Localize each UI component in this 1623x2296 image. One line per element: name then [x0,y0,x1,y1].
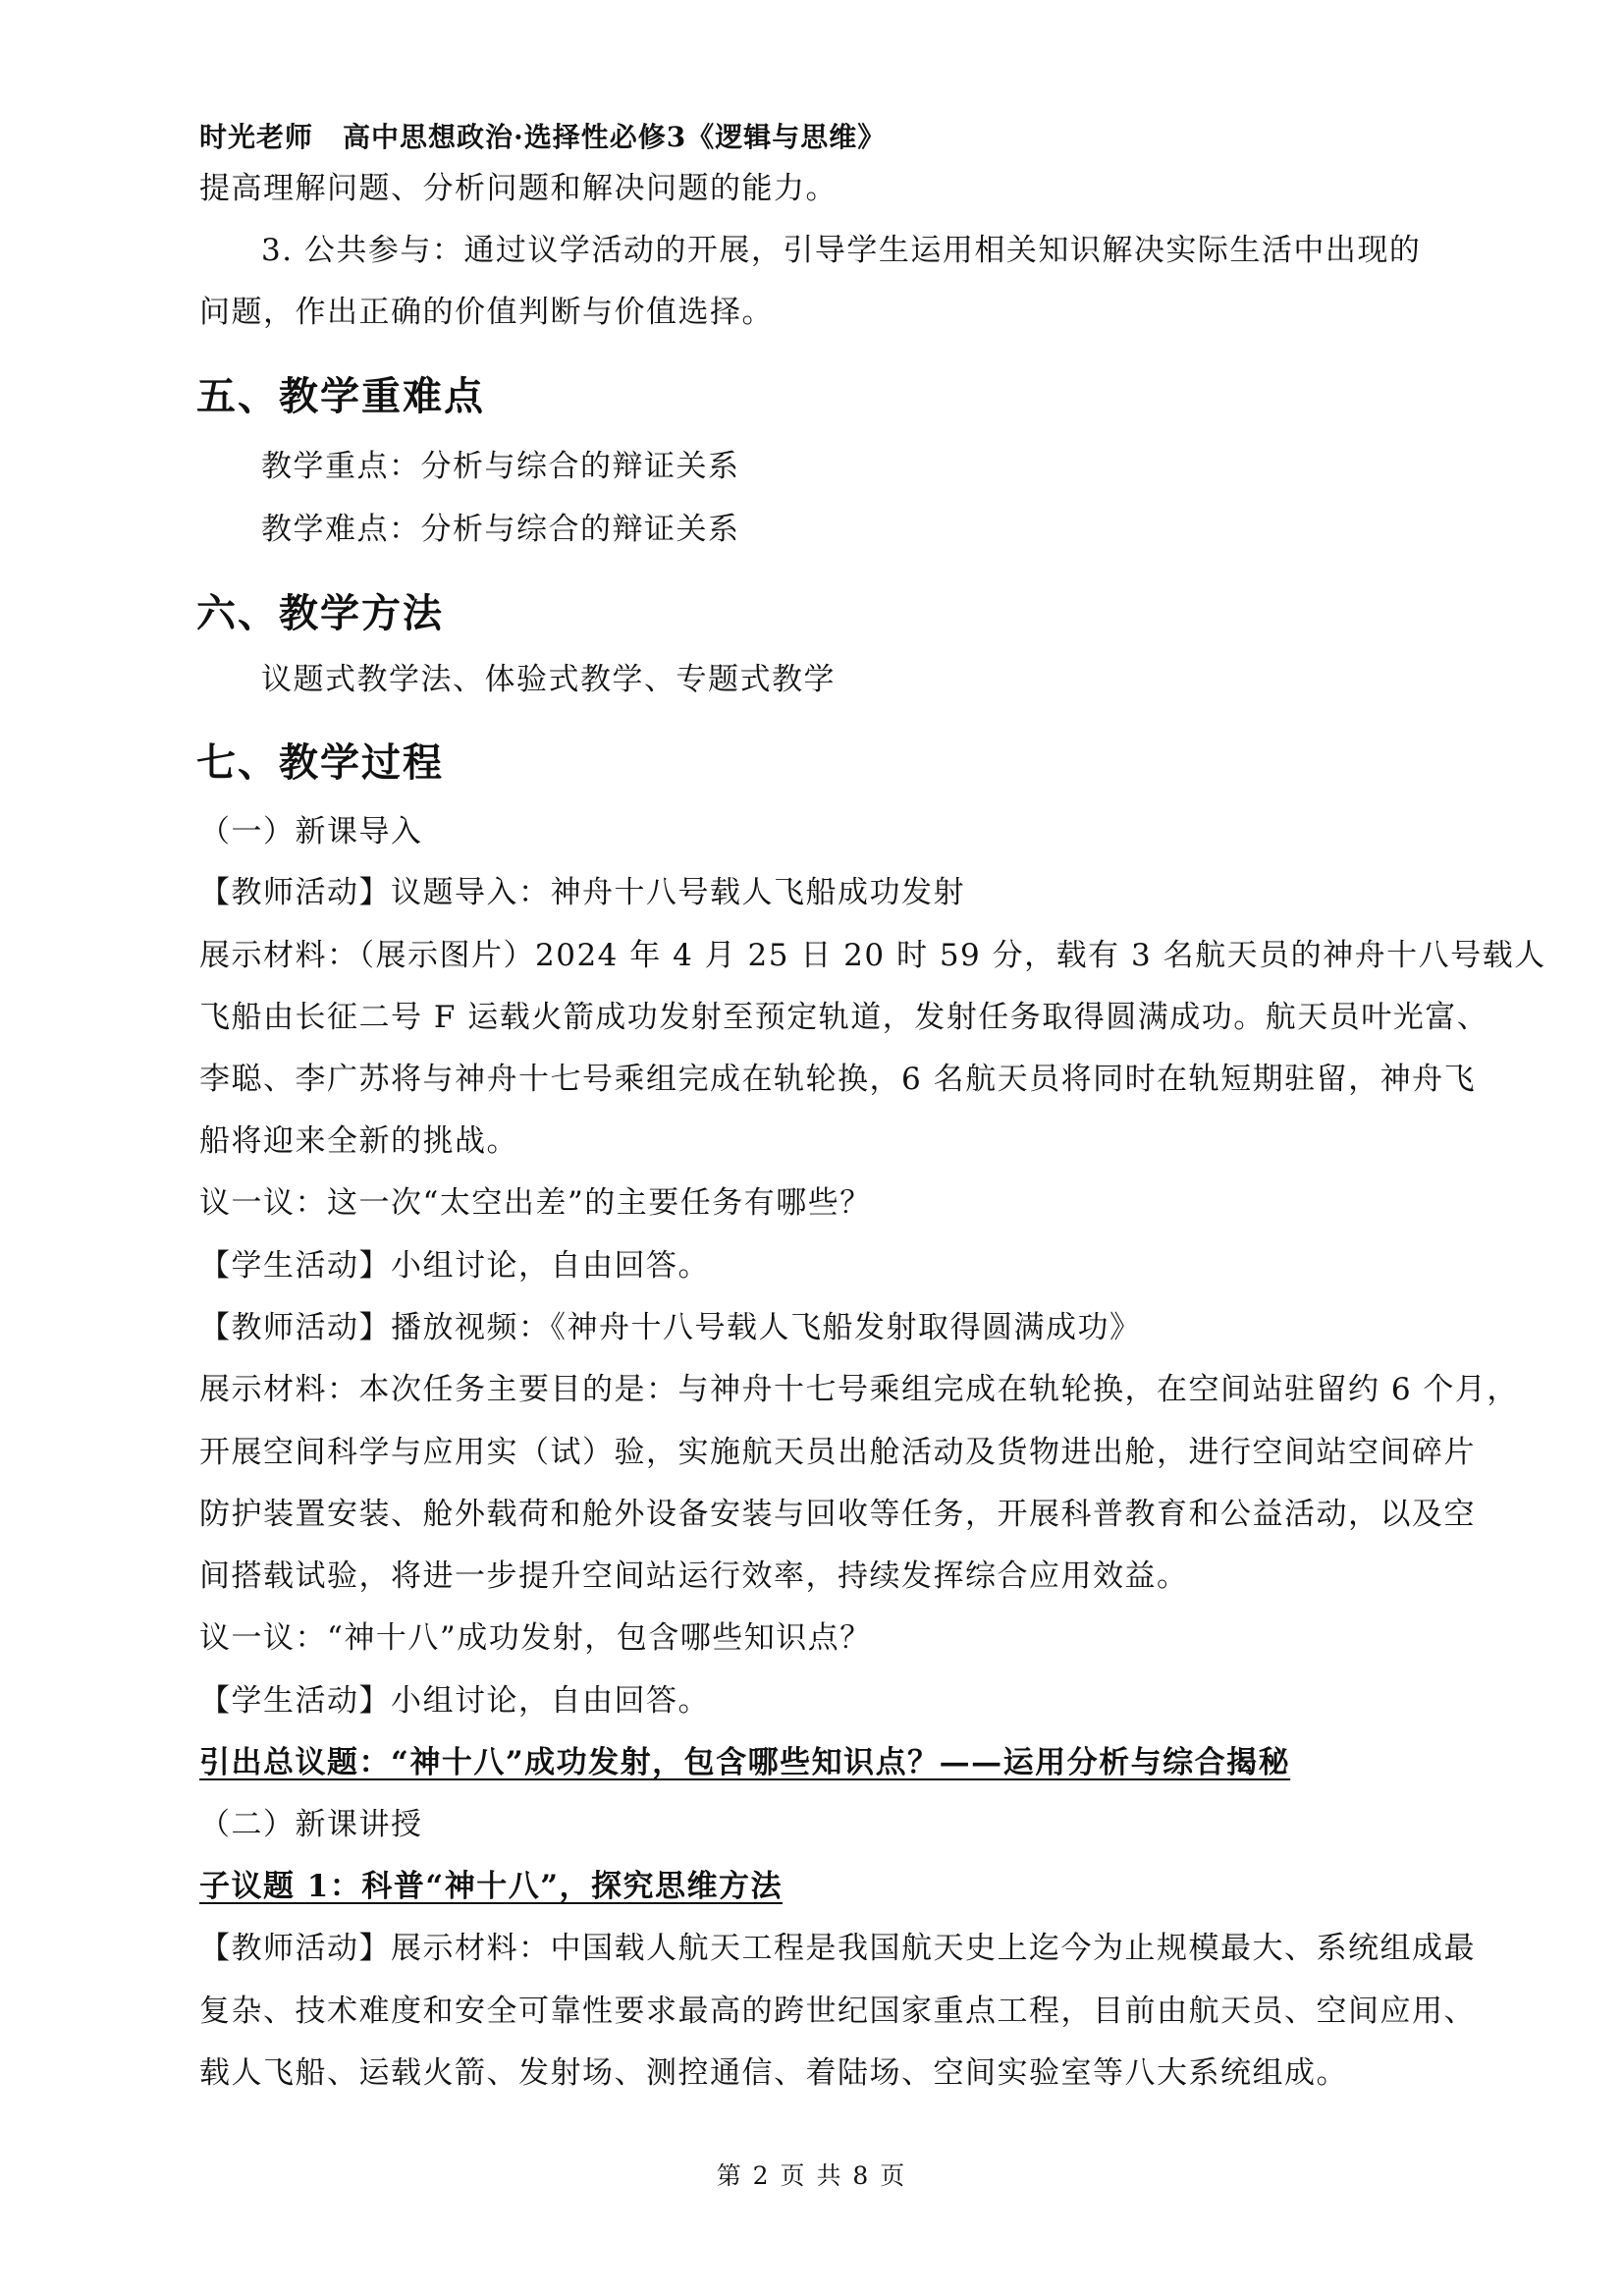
paragraph-line: 议一议：这一次“太空出差”的主要任务有哪些？ [199,1185,872,1221]
paragraph-line: 载人飞船、运载火箭、发射场、测控通信、着陆场、空间实验室等八大系统组成。 [199,2055,1348,2091]
section-heading: 五、教学重难点 [196,374,485,419]
paragraph-line: 议一议：“神十八”成功发射，包含哪些知识点？ [199,1620,872,1656]
paragraph-line: 防护装置安装、舱外载荷和舱外设备安装与回收等任务，开展科普教育和公益活动，以及空 [199,1497,1476,1532]
header-course: 高中思想政治·选择性必修3《逻辑与思维》 [343,121,887,153]
paragraph-line: 船将迎来全新的挑战。 [199,1123,518,1159]
paragraph-line: 【教师活动】展示材料：中国载人航天工程是我国航天史上迄今为止规模最大、系统组成最 [199,1931,1476,1966]
paragraph-line: 复杂、技术难度和安全可靠性要求最高的跨世纪国家重点工程，目前由航天员、空间应用、 [199,1994,1476,2029]
subtopic-heading: 子议题 1：科普“神十八”，探究思维方法 [199,1869,784,1904]
paragraph-line: 议题式教学法、体验式教学、专题式教学 [261,662,836,697]
header-author: 时光老师 [199,121,314,153]
section-heading: 六、教学方法 [196,591,444,636]
subsection-heading: （一）新课导入 [199,814,423,849]
paragraph-line: 【教师活动】播放视频：《神舟十八号载人飞船发射取得圆满成功》 [199,1310,1142,1345]
paragraph-line: 【教师活动】议题导入：神舟十八号载人飞船成功发射 [199,875,965,910]
paragraph-line: 教学重点：分析与综合的辩证关系 [261,449,740,484]
paragraph-line: 展示材料：（展示图片）2024 年 4 月 25 日 20 时 59 分，载有 3 名航天员的神舟十八号载人 [199,938,1546,973]
paragraph-line: 飞船由长征二号 F 运载火箭成功发射至预定轨道，发射任务取得圆满成功。航天员叶光富、 [199,1000,1489,1035]
paragraph-line: 开展空间科学与应用实（试）验，实施航天员出舱活动及货物进出舱，进行空间站空间碎片 [199,1435,1476,1470]
paragraph-line: 3. 公共参与：通过议学活动的开展，引导学生运用相关知识解决实际生活中出现的 [261,233,1422,268]
paragraph-line: 【学生活动】小组讨论，自由回答。 [199,1248,710,1284]
paragraph-line: 展示材料：本次任务主要目的是：与神舟十七号乘组完成在轨轮换，在空间站驻留约 6 个月， [199,1372,1519,1407]
paragraph-line: 【学生活动】小组讨论，自由回答。 [199,1683,710,1719]
page-footer: 第 2 页 共 8 页 [716,2161,907,2190]
main-topic-line: 引出总议题：“神十八”成功发射，包含哪些知识点？——运用分析与综合揭秘 [199,1745,1291,1780]
section-heading: 七、教学过程 [196,740,444,786]
subsection-heading: （二）新课讲授 [199,1807,423,1842]
paragraph-line: 问题，作出正确的价值判断与价值选择。 [199,295,774,330]
paragraph-line: 间搭载试验，将进一步提升空间站运行效率，持续发挥综合应用效益。 [199,1558,1189,1594]
paragraph-line: 李聪、李广苏将与神舟十七号乘组完成在轨轮换，6 名航天员将同时在轨短期驻留，神舟飞 [199,1062,1477,1097]
paragraph-line: 教学难点：分析与综合的辩证关系 [261,512,740,547]
paragraph-line: 提高理解问题、分析问题和解决问题的能力。 [199,171,838,206]
page-header [199,116,886,155]
